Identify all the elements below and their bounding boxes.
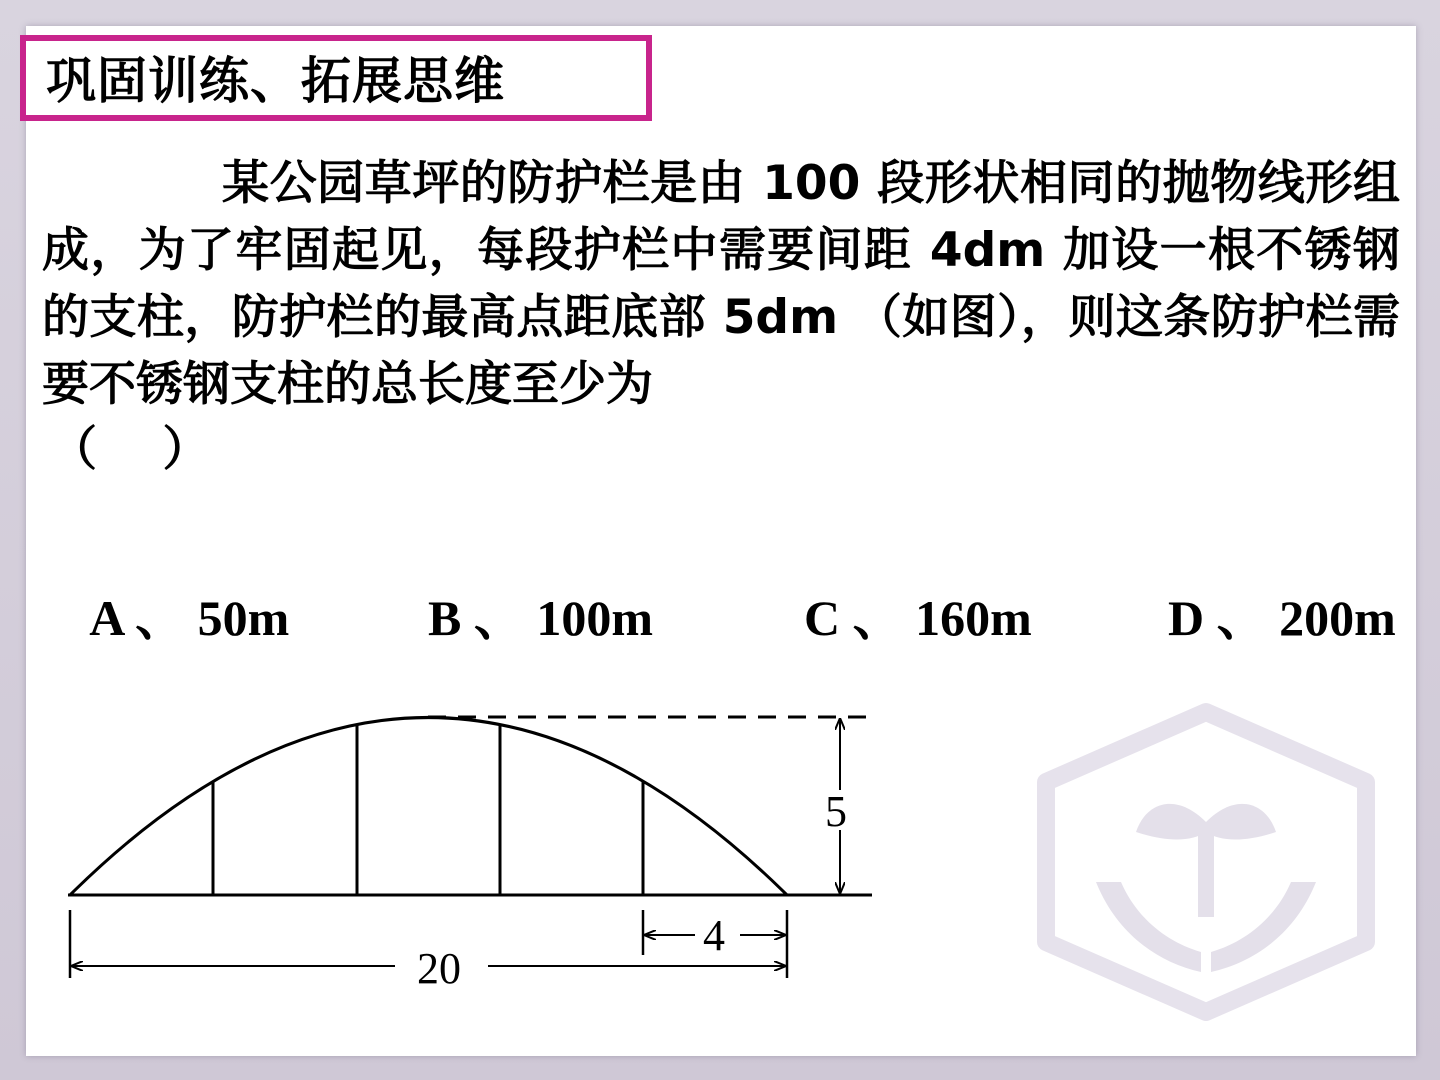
parabola-curve [70, 718, 787, 896]
problem-text: 某公园草坪的防护栏是由 100 段形状相同的抛物线形组成，为了牢固起见，每段护栏中需要间距 4dm 加设一根不锈钢的支柱，防护栏的最高点距底部 5dm （如图），则这条防护栏需要不锈钢支柱的总长度至少为 [42, 156, 1400, 412]
width-label: 20 [417, 944, 461, 993]
option-value: 200m [1279, 590, 1396, 646]
option-b[interactable] [378, 522, 653, 714]
option-value: 50m [197, 590, 290, 646]
logo-watermark-icon [1026, 702, 1386, 1022]
option-separator: 、 [1216, 590, 1267, 646]
option-value: 100m [536, 590, 654, 646]
option-value: 160m [915, 590, 1032, 646]
option-separator: 、 [473, 590, 524, 646]
option-separator: 、 [852, 590, 903, 646]
option-letter: A [89, 590, 123, 646]
parabola-figure [0, 690, 900, 1010]
option-letter: D [1168, 590, 1205, 646]
answer-blank: （ ） [50, 422, 210, 477]
section-title: 巩固训练、拓展思维 [46, 52, 505, 110]
option-d[interactable] [1118, 522, 1396, 714]
option-letter: B [428, 590, 462, 646]
option-separator: 、 [135, 590, 186, 646]
option-c[interactable] [754, 522, 1032, 714]
section-title-box [20, 35, 652, 121]
spacing-label: 4 [703, 911, 725, 960]
answer-options [42, 522, 1422, 646]
option-a[interactable] [42, 522, 289, 714]
height-label: 5 [825, 787, 847, 836]
option-letter: C [804, 590, 841, 646]
